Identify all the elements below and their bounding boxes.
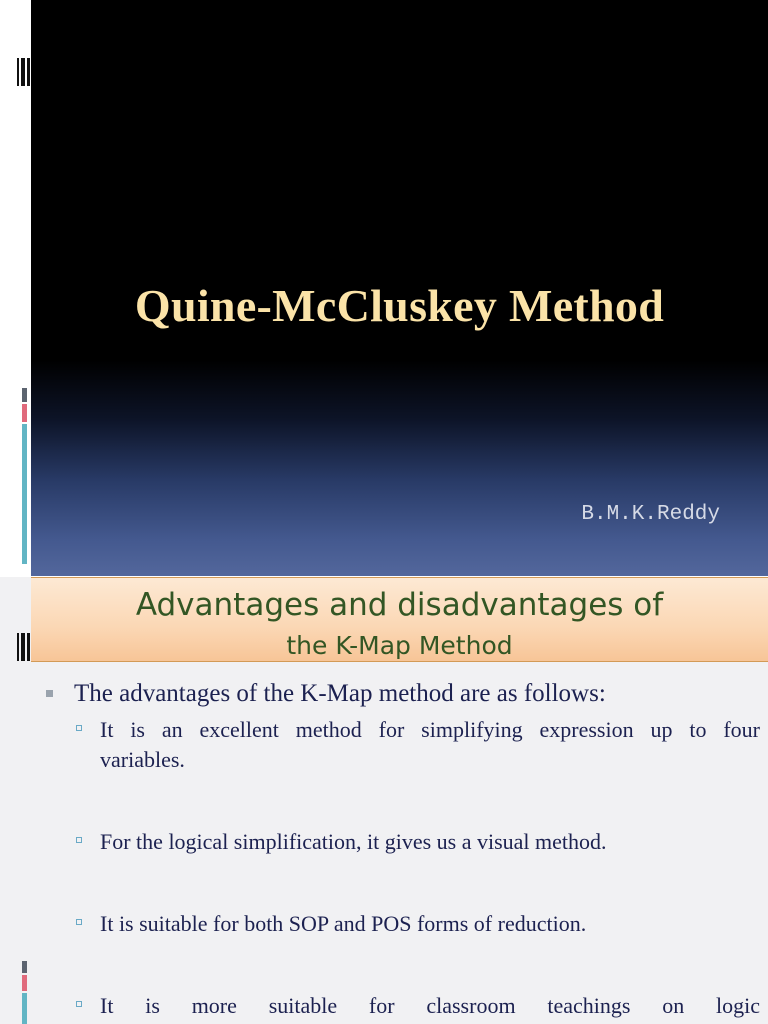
side-mark: [22, 424, 27, 564]
sub-bullet-text: variables.: [100, 747, 185, 772]
sub-bullet-text: It is more suitable for classroom teachings on logic: [100, 993, 760, 1018]
main-bullet-text: The advantages of the K-Map method are as follows:: [74, 680, 606, 707]
hollow-square-bullet-icon: [76, 837, 82, 843]
side-mark: [27, 58, 30, 86]
slide-heading-line1: Advantages and disadvantages of: [135, 587, 664, 623]
slide-body: [0, 577, 768, 1024]
hollow-square-bullet-icon: [76, 725, 82, 731]
slide-author: B.M.K.Reddy: [581, 503, 720, 526]
side-mark: [22, 388, 27, 402]
sub-bullet-text: It is suitable for both SOP and POS forms of reduction.: [100, 911, 587, 936]
content-slide: [0, 577, 768, 1024]
side-mark: [21, 58, 25, 86]
hollow-square-bullet-icon: [76, 1001, 82, 1007]
side-mark: [17, 58, 19, 86]
side-mark: [22, 404, 27, 422]
sub-bullet-text: It is an excellent method for simplifying expression up to four: [100, 717, 760, 742]
slide-title: Quine-McCluskey Method: [134, 280, 665, 331]
slide-heading-line2: the K-Map Method: [286, 631, 513, 660]
square-bullet-icon: [46, 690, 53, 697]
hollow-square-bullet-icon: [76, 919, 82, 925]
sub-bullet-text: For the logical simplification, it gives us a visual method.: [100, 829, 607, 854]
